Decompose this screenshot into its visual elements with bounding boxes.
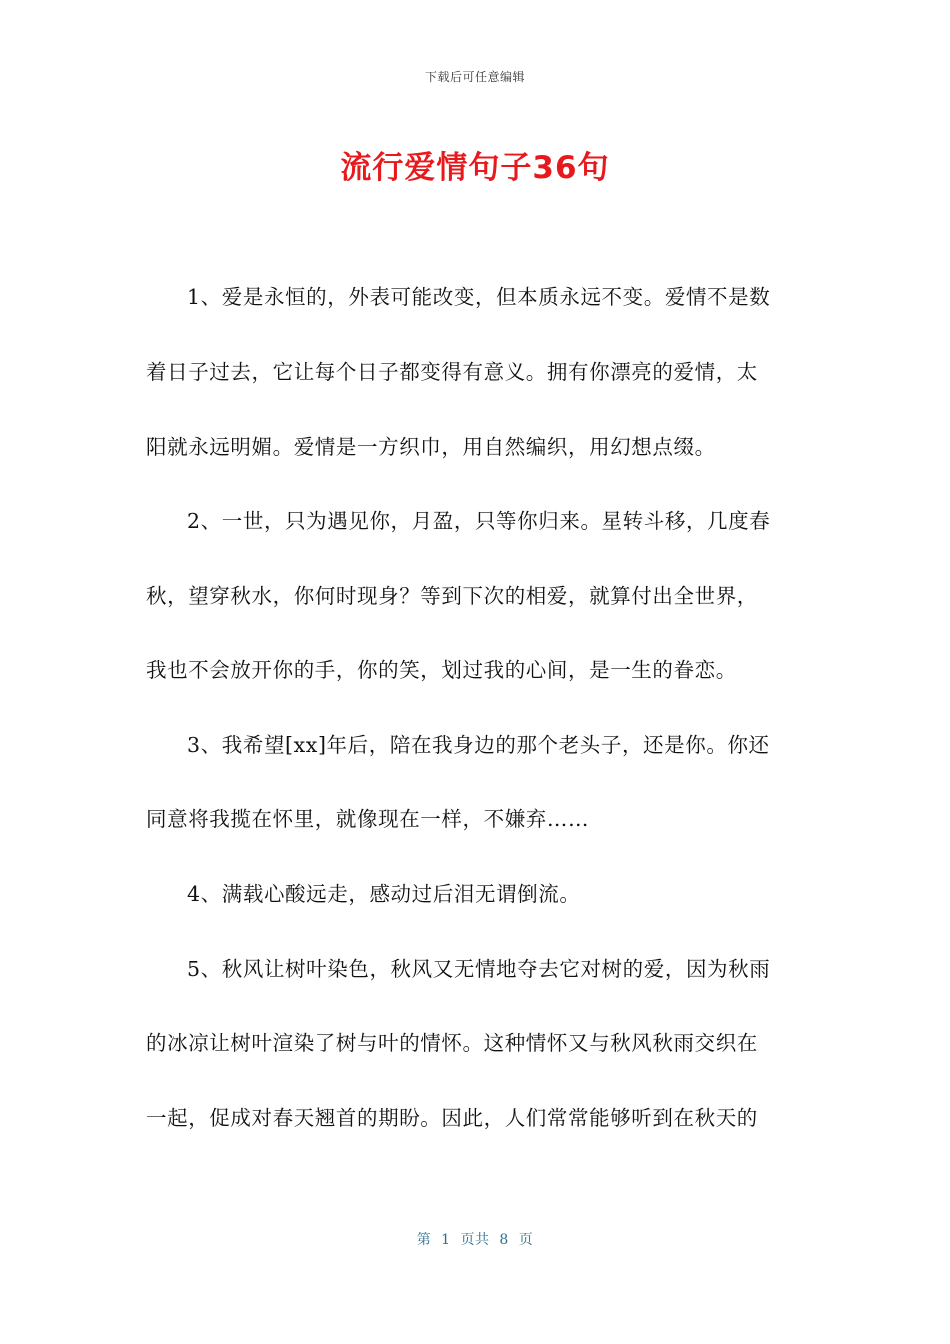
paragraph-5-line-1: 5、秋风让树叶染色，秋风又无情地夺去它对树的爱，因为秋雨 <box>187 957 771 981</box>
paragraph-4-line-1: 4、满载心酸远走，感动过后泪无谓倒流。 <box>187 882 581 906</box>
header-note: 下载后可任意编辑 <box>424 70 525 84</box>
paragraph-2-line-2: 秋，望穿秋水，你何时现身？等到下次的相爱，就算付出全世界， <box>146 584 758 608</box>
paragraph-1-line-1: 1、爱是永恒的，外表可能改变，但本质永远不变。爱情不是数 <box>187 285 771 309</box>
paragraph-1-line-3: 阳就永远明媚。爱情是一方织巾，用自然编织，用幻想点缀。 <box>146 435 716 459</box>
paragraph-2-line-1: 2、一世，只为遇见你，月盈，只等你归来。星转斗移，几度春 <box>187 509 771 533</box>
page-indicator: 第 1 页共 8 页 <box>416 1232 534 1248</box>
document-title: 流行爱情句子36句 <box>340 150 610 186</box>
paragraph-1-line-2: 着日子过去，它让每个日子都变得有意义。拥有你漂亮的爱情，太 <box>146 360 758 384</box>
paragraph-3-line-1: 3、我希望[xx]年后，陪在我身边的那个老头子，还是你。你还 <box>187 733 770 757</box>
paragraph-2-line-3: 我也不会放开你的手，你的笑，划过我的心间，是一生的眷恋。 <box>146 658 737 682</box>
paragraph-5-line-3: 一起，促成对春天翘首的期盼。因此，人们常常能够听到在秋天的 <box>146 1106 758 1130</box>
paragraph-5-line-2: 的冰凉让树叶渲染了树与叶的情怀。这种情怀又与秋风秋雨交织在 <box>146 1031 758 1055</box>
paragraph-3-line-2: 同意将我揽在怀里，就像现在一样，不嫌弃…… <box>146 807 590 831</box>
